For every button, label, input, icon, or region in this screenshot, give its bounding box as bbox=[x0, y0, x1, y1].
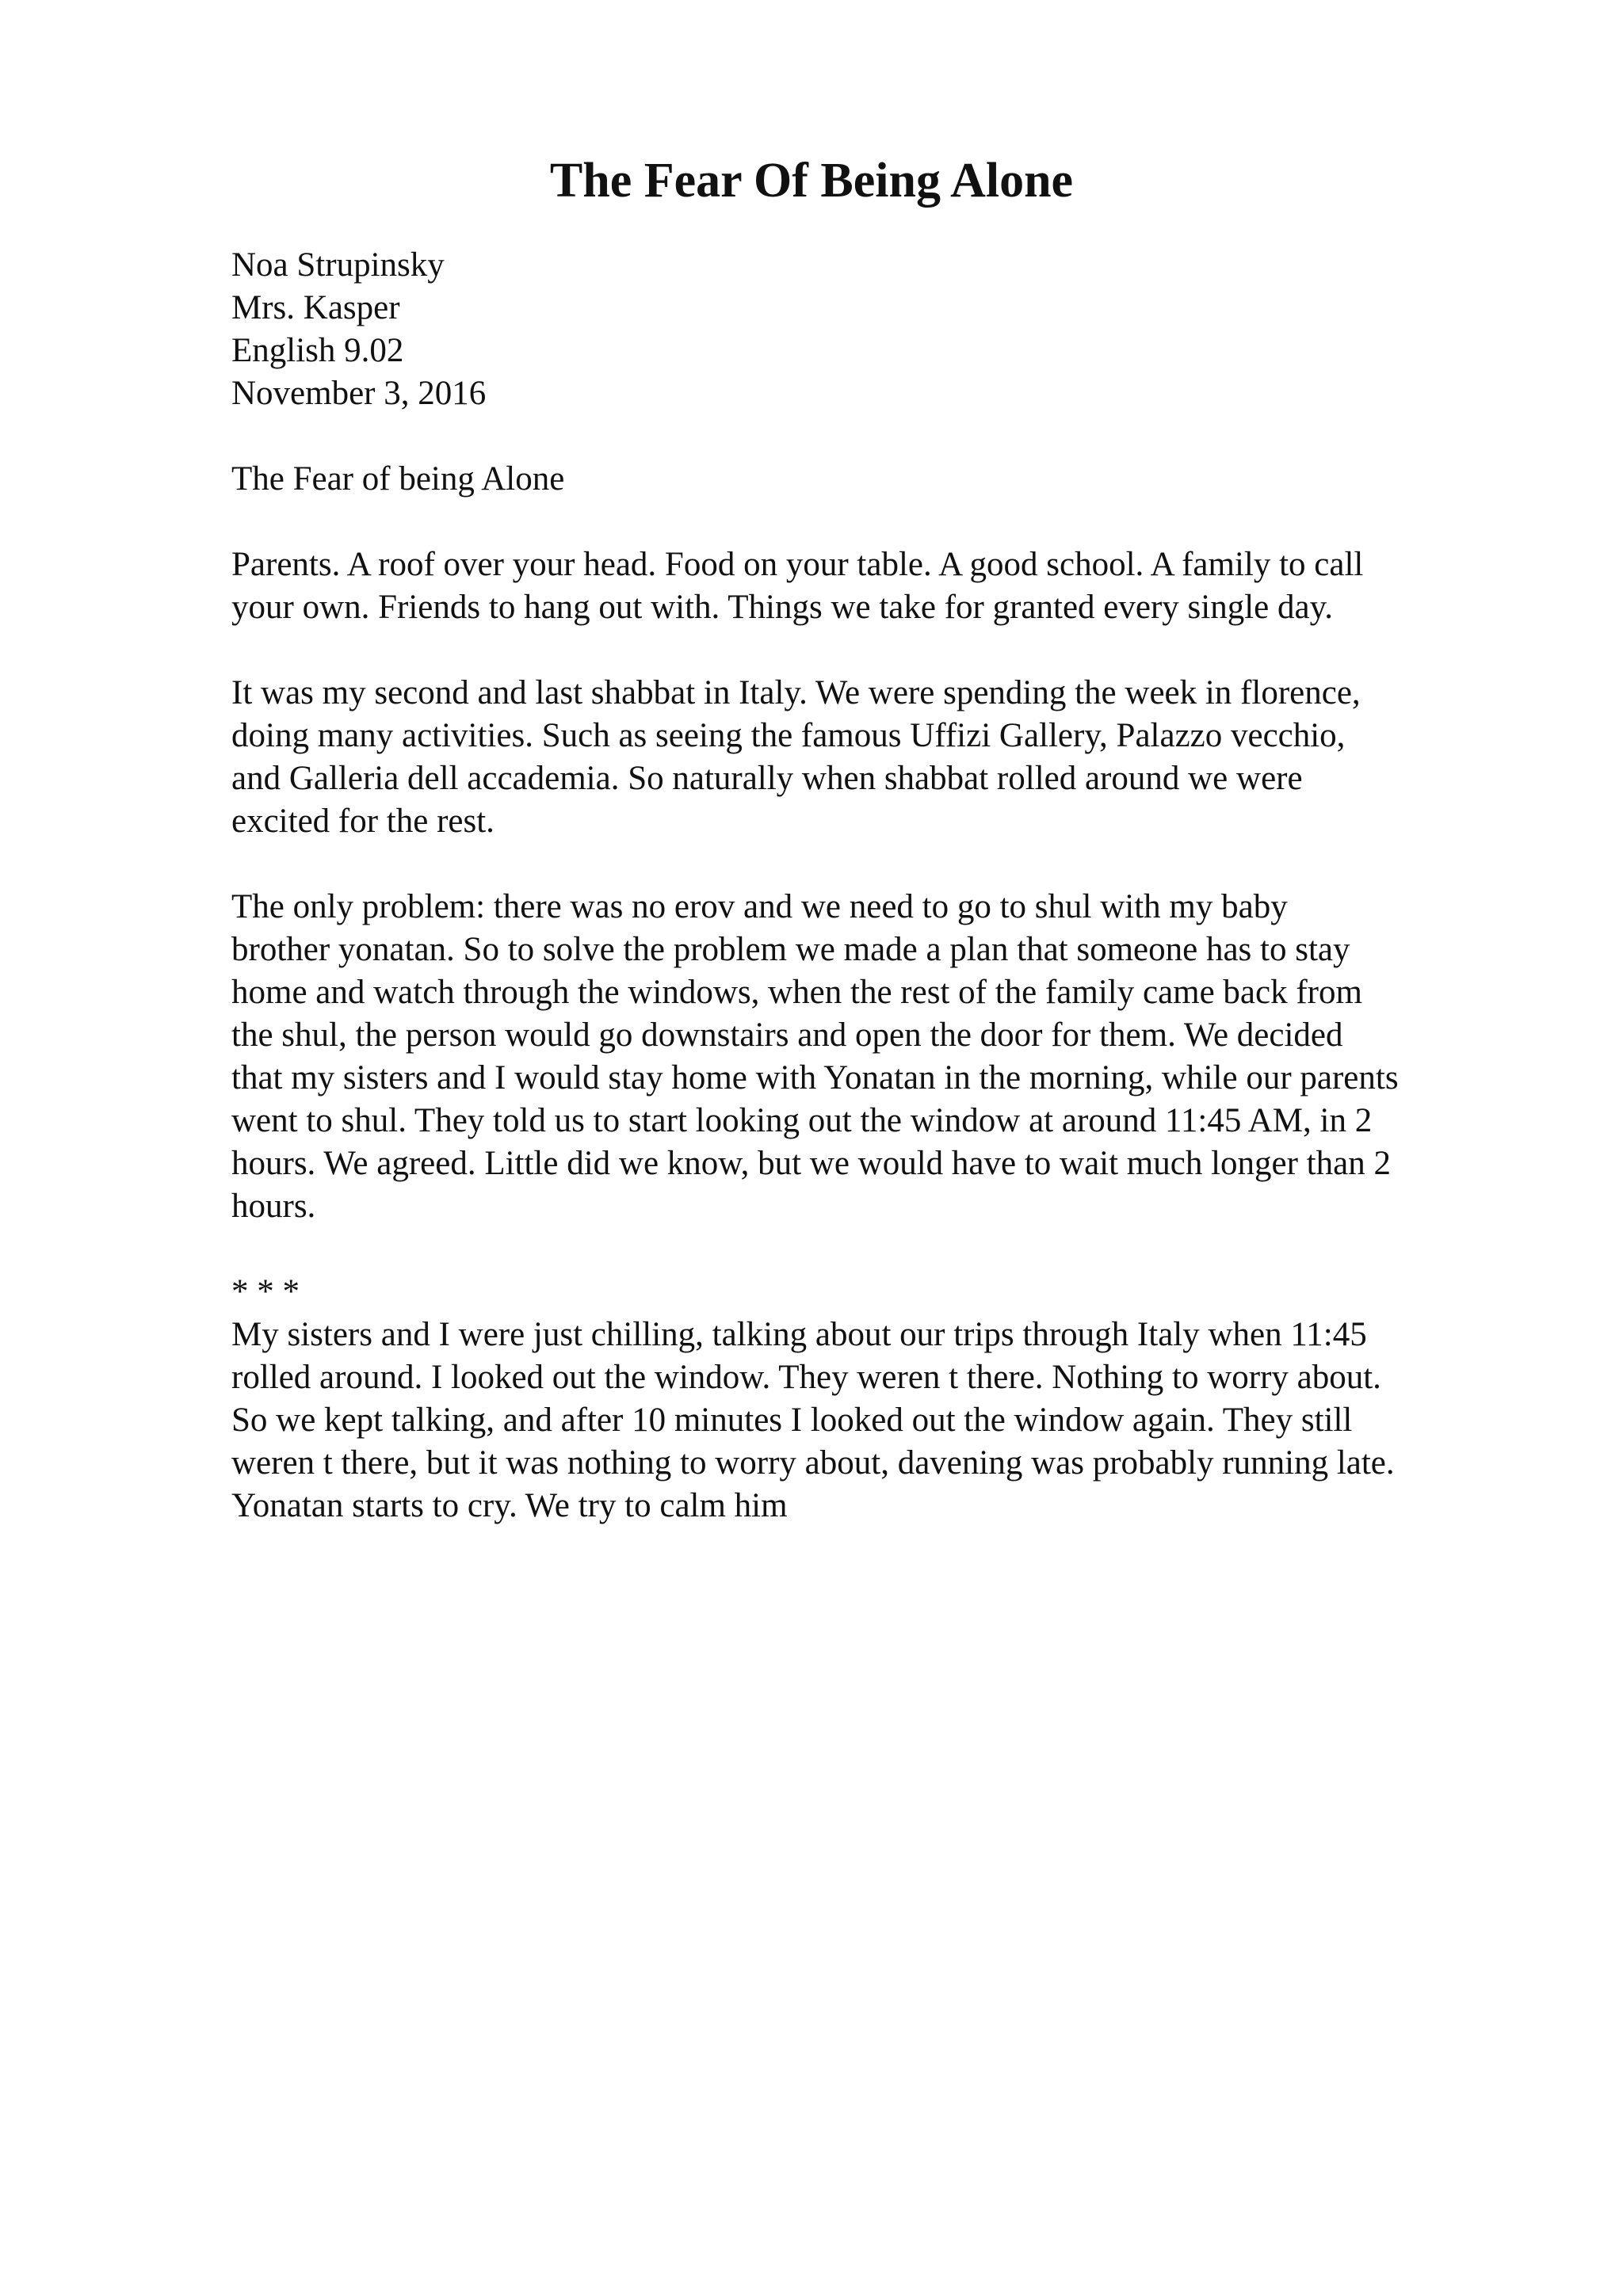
paragraph-line: the shul, the person would go downstairs and open the door for them. We decided bbox=[231, 1016, 1343, 1054]
paragraph-line: brother yonatan. So to solve the problem we made a plan that someone has to stay bbox=[231, 931, 1350, 968]
essay-subtitle: The Fear of being Alone bbox=[231, 460, 565, 498]
document-date: November 3, 2016 bbox=[231, 375, 487, 412]
paragraph-1 bbox=[231, 543, 1515, 629]
paragraph-3 bbox=[231, 886, 1515, 1228]
paragraph-line: that my sisters and I would stay home with Yonatan in the morning, while our parents bbox=[231, 1059, 1399, 1097]
paragraph-4 bbox=[231, 1314, 1515, 1527]
spacer bbox=[231, 843, 1515, 886]
paragraph-line: weren t there, but it was nothing to worry about, davening was probably running late. bbox=[231, 1444, 1395, 1482]
paragraph-line: hours. bbox=[231, 1188, 316, 1225]
paragraph-line: and Galleria dell accademia. So naturally when shabbat rolled around we were bbox=[231, 760, 1303, 797]
paragraph-line: Parents. A roof over your head. Food on your table. A good school. A family to call bbox=[231, 546, 1364, 583]
paragraph-line: your own. Friends to hang out with. Things we take for granted every single day. bbox=[231, 589, 1334, 626]
paragraph-line: home and watch through the windows, when the rest of the family came back from bbox=[231, 974, 1362, 1011]
document-title: The Fear Of Being Alone bbox=[549, 154, 1074, 208]
paragraph-line: went to shul. They told us to start looking out the window at around 11:45 AM, in 2 bbox=[231, 1102, 1373, 1139]
paragraph-line: doing many activities. Such as seeing the famous Uffizi Gallery, Palazzo vecchio, bbox=[231, 717, 1346, 754]
paragraph-line: So we kept talking, and after 10 minutes I looked out the window again. They still bbox=[231, 1402, 1353, 1439]
section-separator: * * * bbox=[231, 1273, 300, 1310]
paragraph-line: My sisters and I were just chilling, talking about our trips through Italy when 11:45 bbox=[231, 1316, 1367, 1353]
header-block bbox=[231, 244, 1515, 415]
spacer bbox=[231, 629, 1515, 672]
teacher-name: Mrs. Kasper bbox=[231, 289, 400, 326]
paragraph-line: rolled around. I looked out the window. They weren t there. Nothing to worry about. bbox=[231, 1359, 1381, 1396]
spacer bbox=[231, 415, 1515, 458]
spacer bbox=[231, 1228, 1515, 1271]
paragraph-line: excited for the rest. bbox=[231, 803, 495, 840]
paragraph-line: The only problem: there was no erov and we need to go to shul with my baby bbox=[231, 888, 1288, 925]
spacer bbox=[231, 501, 1515, 543]
author-name: Noa Strupinsky bbox=[231, 246, 445, 284]
paragraph-2 bbox=[231, 672, 1515, 843]
document-body bbox=[231, 244, 1515, 1527]
paragraph-line: It was my second and last shabbat in Italy. We were spending the week in florence, bbox=[231, 674, 1361, 711]
paragraph-line: hours. We agreed. Little did we know, but we would have to wait much longer than 2 bbox=[231, 1145, 1391, 1182]
paragraph-line: Yonatan starts to cry. We try to calm him bbox=[231, 1487, 788, 1524]
course-name: English 9.02 bbox=[231, 332, 404, 369]
